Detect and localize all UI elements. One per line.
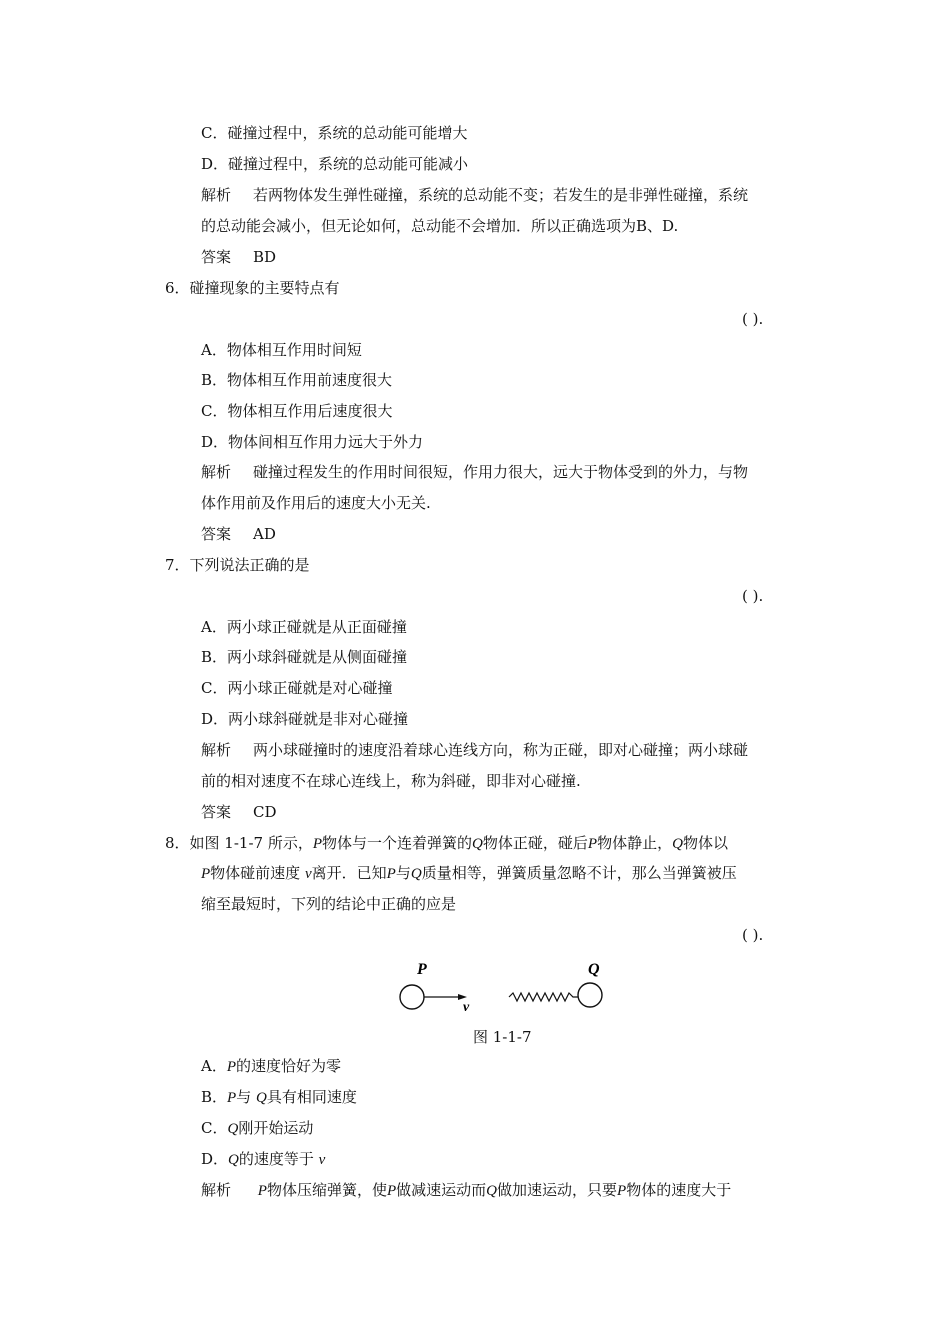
q6-stem: 6．碰撞现象的主要特点有 xyxy=(165,279,340,297)
q7-option-b: B．两小球斜碰就是从侧面碰撞 xyxy=(201,648,408,666)
ball-p xyxy=(400,985,424,1009)
stem-text: 物体正碰，碰后 xyxy=(482,834,588,852)
symbol-v: v xyxy=(318,1152,326,1168)
symbol-p: P xyxy=(257,1183,267,1199)
collision-figure xyxy=(395,958,610,1018)
option-text: 与 xyxy=(236,1088,252,1106)
symbol-q: Q xyxy=(486,1183,498,1199)
stem-text: 与 xyxy=(395,864,411,882)
analysis-label: 解析 xyxy=(201,463,232,481)
analysis-label: 解析 xyxy=(201,1181,232,1199)
q8-stem-line-2 xyxy=(201,863,737,884)
symbol-p: P xyxy=(587,836,598,852)
analysis-text: 若两物体发生弹性碰撞，系统的总动能不变；若发生的是非弹性碰撞，系统 xyxy=(253,186,749,204)
figure-label-v: v xyxy=(463,1000,470,1015)
q5-option-d: D．碰撞过程中，系统的总动能可能减小 xyxy=(201,155,469,173)
stem-text: 物体碰前速度 xyxy=(210,864,301,882)
symbol-q: Q xyxy=(227,1121,239,1137)
q8-option-b xyxy=(201,1087,357,1108)
spring xyxy=(509,993,578,1001)
q6-answer-paren: ( ). xyxy=(742,310,764,328)
ball-q xyxy=(578,983,602,1007)
q7-answer-paren: ( ). xyxy=(742,587,764,605)
q5-answer xyxy=(201,247,276,267)
option-letter: A． xyxy=(201,1057,227,1075)
option-text: 的速度等于 xyxy=(238,1150,314,1168)
figure-label-q: Q xyxy=(588,961,600,978)
q8-analysis-line-1 xyxy=(201,1180,731,1201)
stem-text: 物体静止， xyxy=(597,834,673,852)
q5-analysis-line-2: 的总动能会减小，但无论如何，总动能不会增加．所以正确选项为B、D. xyxy=(201,217,679,235)
q6-option-d: D．物体间相互作用力远大于外力 xyxy=(201,433,424,451)
q7-answer xyxy=(201,802,277,822)
q5-option-c: C．碰撞过程中，系统的总动能可能增大 xyxy=(201,124,468,142)
q6-analysis-line-2: 体作用前及作用后的速度大小无关. xyxy=(201,494,431,512)
option-letter: C． xyxy=(201,1119,228,1137)
option-text: 刚开始运动 xyxy=(238,1119,314,1137)
q8-option-a xyxy=(201,1056,341,1077)
answer-label: 答案 xyxy=(201,248,232,266)
q5-analysis-line-1 xyxy=(201,185,748,205)
q7-analysis-line-1 xyxy=(201,740,748,760)
q7-option-a: A．两小球正碰就是从正面碰撞 xyxy=(201,618,407,636)
figure-label-p: P xyxy=(417,961,427,978)
q8-stem-line-1 xyxy=(165,833,728,854)
symbol-p: P xyxy=(386,866,396,882)
analysis-text: 做加速运动，只要 xyxy=(497,1181,618,1199)
answer-value: BD xyxy=(253,248,277,266)
q7-option-d: D．两小球斜碰就是非对心碰撞 xyxy=(201,710,409,728)
answer-value: AD xyxy=(253,525,276,543)
symbol-p: P xyxy=(617,1183,627,1199)
analysis-label: 解析 xyxy=(201,741,232,759)
q8-option-c xyxy=(201,1118,313,1139)
symbol-p: P xyxy=(201,866,211,882)
answer-value: CD xyxy=(253,803,277,821)
symbol-q: Q xyxy=(410,866,422,882)
analysis-label: 解析 xyxy=(201,186,232,204)
analysis-text: 物体的速度大于 xyxy=(626,1181,732,1199)
analysis-text: 物体压缩弹簧，使 xyxy=(266,1181,387,1199)
stem-text: 离开．已知 xyxy=(311,864,387,882)
symbol-q: Q xyxy=(472,836,483,852)
q6-answer xyxy=(201,524,276,544)
stem-text: 物体与一个连着弹簧的 xyxy=(322,834,473,852)
option-text: 的速度恰好为零 xyxy=(236,1057,342,1075)
q6-analysis-line-1 xyxy=(201,462,748,482)
stem-text: 质量相等，弹簧质量忽略不计，那么当弹簧被压 xyxy=(421,864,737,882)
answer-label: 答案 xyxy=(201,525,232,543)
q6-option-c: C．物体相互作用后速度很大 xyxy=(201,402,393,420)
symbol-q: Q xyxy=(256,1090,267,1106)
option-text: 具有相同速度 xyxy=(266,1088,357,1106)
q8-answer-paren: ( ). xyxy=(742,926,764,944)
q7-analysis-line-2: 前的相对速度不在球心连线上，称为斜碰，即非对心碰撞. xyxy=(201,772,581,790)
q7-stem: 7．下列说法正确的是 xyxy=(165,556,310,574)
symbol-q: Q xyxy=(672,836,683,852)
option-letter: D． xyxy=(201,1150,229,1168)
option-letter: B． xyxy=(201,1088,228,1106)
answer-label: 答案 xyxy=(201,803,232,821)
symbol-q: Q xyxy=(228,1152,239,1168)
q6-option-b: B．物体相互作用前速度很大 xyxy=(201,371,393,389)
symbol-p: P xyxy=(312,836,323,852)
q8-stem-number: 8．如图 1-1-7 所示， xyxy=(165,834,313,852)
q7-option-c: C．两小球正碰就是对心碰撞 xyxy=(201,679,393,697)
stem-text: 物体以 xyxy=(682,834,728,852)
figure-caption: 图 1-1-7 xyxy=(473,1028,532,1046)
analysis-text: 两小球碰撞时的速度沿着球心连线方向，称为正碰，即对心碰撞；两小球碰 xyxy=(253,741,749,759)
q8-option-d xyxy=(201,1149,325,1170)
symbol-v: v xyxy=(304,866,312,882)
symbol-p: P xyxy=(227,1090,237,1106)
symbol-p: P xyxy=(226,1059,237,1075)
q6-option-a: A．物体相互作用时间短 xyxy=(201,341,362,359)
analysis-text: 碰撞过程发生的作用时间很短，作用力很大，远大于物体受到的外力，与物 xyxy=(253,463,749,481)
symbol-p: P xyxy=(386,1183,397,1199)
q8-stem-line-3: 缩至最短时，下列的结论中正确的应是 xyxy=(201,895,457,913)
analysis-text: 做减速运动而 xyxy=(396,1181,487,1199)
